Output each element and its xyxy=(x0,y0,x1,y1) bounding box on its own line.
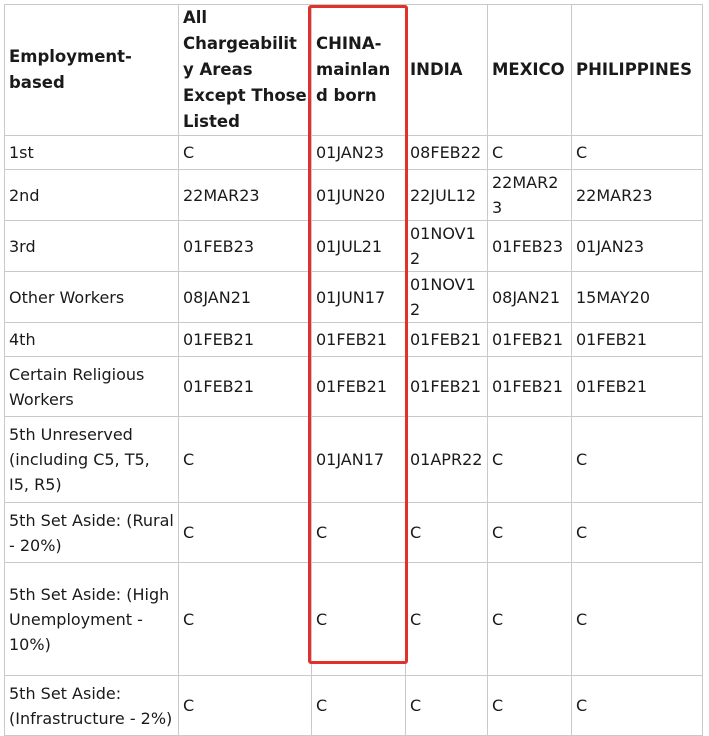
cell-all-areas: C xyxy=(179,563,312,676)
table-row xyxy=(5,170,703,221)
header-china: CHINA-mainland born xyxy=(312,5,406,136)
cell-india: 01NOV12 xyxy=(406,272,488,323)
table-row xyxy=(5,563,703,676)
cell-india: 01APR22 xyxy=(406,417,488,503)
cell-philippines: 15MAY20 xyxy=(572,272,703,323)
row-category: 5th Set Aside: (High Unemployment - 10%) xyxy=(5,563,179,676)
row-category: Other Workers xyxy=(5,272,179,323)
cell-china: 01JAN23 xyxy=(312,136,406,170)
cell-all-areas: C xyxy=(179,503,312,563)
cell-china: 01FEB21 xyxy=(312,357,406,417)
cell-mexico: 01FEB21 xyxy=(488,323,572,357)
cell-mexico: 01FEB21 xyxy=(488,357,572,417)
cell-india: 22JUL12 xyxy=(406,170,488,221)
header-india: INDIA xyxy=(406,5,488,136)
table-row xyxy=(5,357,703,417)
row-category: 5th Set Aside: (Rural - 20%) xyxy=(5,503,179,563)
header-philippines: PHILIPPINES xyxy=(572,5,703,136)
cell-india: C xyxy=(406,503,488,563)
employment-based-dates-table xyxy=(4,4,703,736)
cell-mexico: C xyxy=(488,503,572,563)
cell-philippines: 01JAN23 xyxy=(572,221,703,272)
cell-china: C xyxy=(312,563,406,676)
row-category: 5th Set Aside: (Infrastructure - 2%) xyxy=(5,676,179,736)
cell-all-areas: C xyxy=(179,417,312,503)
cell-philippines: C xyxy=(572,503,703,563)
cell-philippines: C xyxy=(572,676,703,736)
cell-india: 08FEB22 xyxy=(406,136,488,170)
cell-philippines: C xyxy=(572,563,703,676)
cell-china: 01JAN17 xyxy=(312,417,406,503)
row-category: 5th Unreserved (including C5, T5, I5, R5) xyxy=(5,417,179,503)
cell-mexico: 01FEB23 xyxy=(488,221,572,272)
cell-all-areas: 08JAN21 xyxy=(179,272,312,323)
cell-mexico: C xyxy=(488,563,572,676)
cell-mexico: 08JAN21 xyxy=(488,272,572,323)
table-row xyxy=(5,323,703,357)
cell-philippines: C xyxy=(572,136,703,170)
cell-china: C xyxy=(312,676,406,736)
table-row xyxy=(5,417,703,503)
cell-mexico: 22MAR23 xyxy=(488,170,572,221)
table-row xyxy=(5,676,703,736)
cell-all-areas: C xyxy=(179,136,312,170)
row-category: 3rd xyxy=(5,221,179,272)
cell-all-areas: 01FEB23 xyxy=(179,221,312,272)
cell-philippines: 01FEB21 xyxy=(572,323,703,357)
cell-mexico: C xyxy=(488,676,572,736)
cell-china: 01FEB21 xyxy=(312,323,406,357)
header-all-chargeability: All Chargeability Areas Except Those Listed xyxy=(179,5,312,136)
cell-india: 01FEB21 xyxy=(406,323,488,357)
cell-china: 01JUN17 xyxy=(312,272,406,323)
row-category: 4th xyxy=(5,323,179,357)
cell-philippines: 22MAR23 xyxy=(572,170,703,221)
table-row xyxy=(5,221,703,272)
visa-bulletin-table-wrap xyxy=(4,4,702,736)
cell-all-areas: 01FEB21 xyxy=(179,357,312,417)
table-row xyxy=(5,503,703,563)
cell-all-areas: 01FEB21 xyxy=(179,323,312,357)
cell-india: C xyxy=(406,676,488,736)
cell-china: C xyxy=(312,503,406,563)
cell-mexico: C xyxy=(488,136,572,170)
cell-china: 01JUL21 xyxy=(312,221,406,272)
header-employment-based: Employment-based xyxy=(5,5,179,136)
table-header-row xyxy=(5,5,703,136)
table-row xyxy=(5,272,703,323)
cell-india: C xyxy=(406,563,488,676)
cell-philippines: 01FEB21 xyxy=(572,357,703,417)
cell-india: 01FEB21 xyxy=(406,357,488,417)
cell-china: 01JUN20 xyxy=(312,170,406,221)
table-row xyxy=(5,136,703,170)
cell-philippines: C xyxy=(572,417,703,503)
row-category: Certain Religious Workers xyxy=(5,357,179,417)
row-category: 1st xyxy=(5,136,179,170)
cell-india: 01NOV12 xyxy=(406,221,488,272)
cell-all-areas: 22MAR23 xyxy=(179,170,312,221)
header-mexico: MEXICO xyxy=(488,5,572,136)
row-category: 2nd xyxy=(5,170,179,221)
cell-mexico: C xyxy=(488,417,572,503)
cell-all-areas: C xyxy=(179,676,312,736)
